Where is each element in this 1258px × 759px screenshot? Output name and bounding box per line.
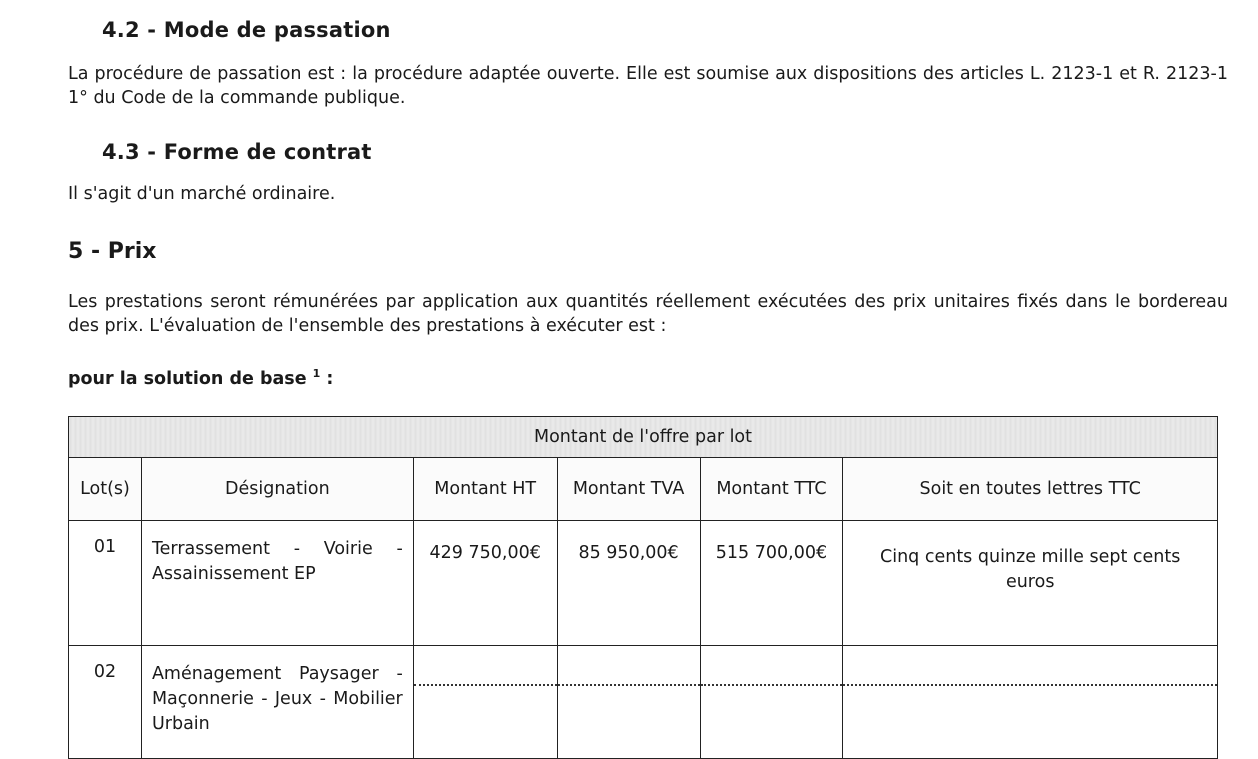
cell-tva: 85 950,00€ [557, 521, 700, 646]
heading-4-3: 4.3 - Forme de contrat [102, 140, 372, 164]
col-header-designation: Désignation [141, 458, 413, 521]
solution-base-text: pour la solution de base [68, 368, 307, 389]
col-header-tva: Montant TVA [557, 458, 700, 521]
cell-ht-blank [413, 646, 557, 759]
col-header-letters: Soit en toutes lettres TTC [843, 458, 1218, 521]
dotted-fill-line [701, 684, 843, 686]
price-table [68, 416, 1218, 759]
cell-ht: 429 750,00€ [413, 521, 557, 646]
cell-letters: Cinq cents quinze mille sept cents euros [843, 521, 1218, 646]
col-header-lot: Lot(s) [69, 458, 142, 521]
cell-designation: Terrassement - Voirie - Assainissement EP [141, 521, 413, 646]
cell-lot: 01 [69, 521, 142, 646]
col-header-ttc: Montant TTC [700, 458, 843, 521]
paragraph-4-2: La procédure de passation est : la procédure adaptée ouverte. Elle est soumise aux dispositions des articles L. 2123-1 et R. 2123-1 1° du Code de la commande publique. [68, 64, 1228, 108]
cell-lot: 02 [69, 646, 142, 759]
paragraph-4-3: Il s'agit d'un marché ordinaire. [68, 184, 336, 204]
cell-ttc-blank [700, 646, 843, 759]
table-title-row [69, 417, 1218, 458]
table-row [69, 646, 1218, 759]
table-title: Montant de l'offre par lot [69, 417, 1218, 458]
heading-5: 5 - Prix [68, 239, 157, 264]
table-row [69, 521, 1218, 646]
dotted-fill-line [843, 684, 1217, 686]
col-header-ht: Montant HT [413, 458, 557, 521]
cell-ttc: 515 700,00€ [700, 521, 843, 646]
solution-base-suffix: : [320, 368, 334, 389]
solution-base-label [68, 367, 333, 389]
cell-letters-blank [843, 646, 1218, 759]
cell-tva-blank [557, 646, 700, 759]
dotted-fill-line [558, 684, 700, 686]
table-header-row [69, 458, 1218, 521]
heading-4-2: 4.2 - Mode de passation [102, 18, 391, 42]
dotted-fill-line [414, 684, 557, 686]
footnote-mark: 1 [312, 367, 321, 380]
paragraph-5: Les prestations seront rémunérées par application aux quantités réellement exécutées des prix unitaires fixés dans le bordereau des prix. L'évaluation de l'ensemble des prestations à exécuter est : [68, 292, 1228, 336]
cell-designation: Aménagement Paysager - Maçonnerie - Jeux - Mobilier Urbain [141, 646, 413, 759]
